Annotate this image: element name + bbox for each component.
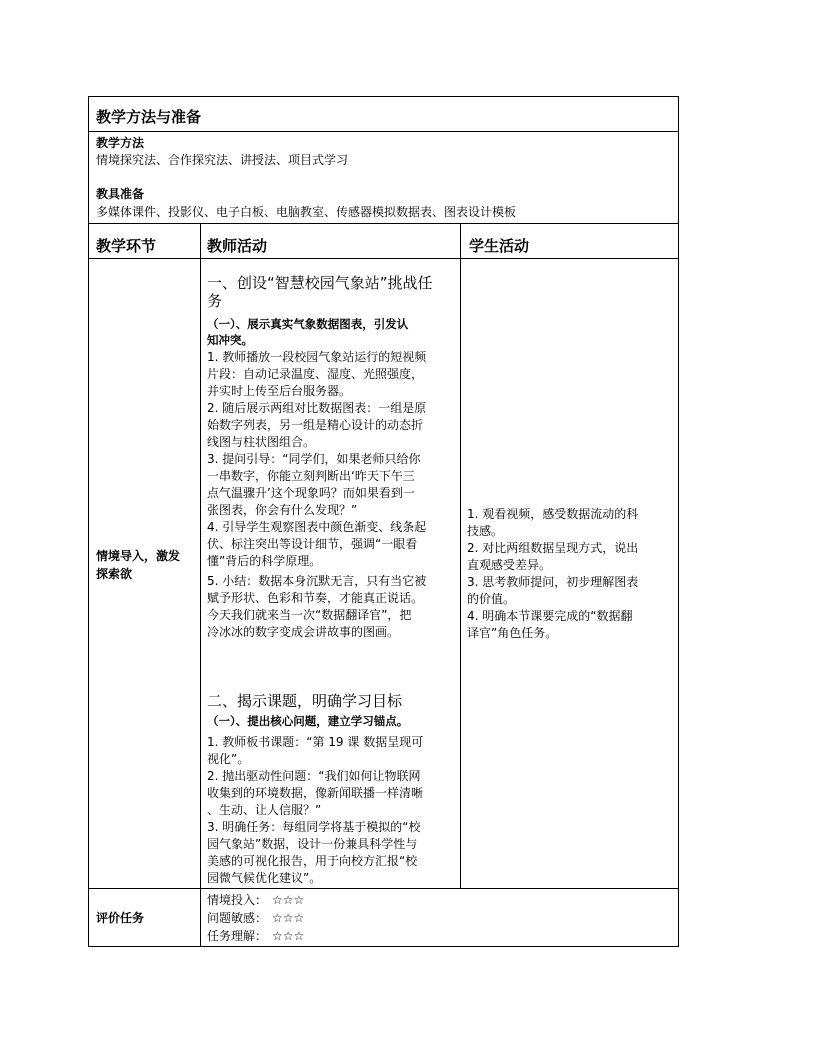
row-divider xyxy=(88,888,679,889)
part1-body-line: 4. 引导学生观察图表中颜色渐变、线条起 xyxy=(207,520,427,534)
student-activity-line: 3. 思考教师提问，初步理解图表 xyxy=(467,575,639,589)
methods-heading: 教学方法 xyxy=(96,136,145,150)
row-divider xyxy=(88,131,679,132)
tools-heading: 教具准备 xyxy=(96,187,145,201)
part2-body-line: 1. 教师板书课题：“第 19 课 数据呈现可 xyxy=(207,735,424,749)
header-teacher: 教师活动 xyxy=(207,237,268,255)
column-divider xyxy=(460,223,461,889)
part2-body-line: 园气象站”数据，设计一份兼具科学性与 xyxy=(207,837,418,851)
part1-body-line: 冷冰冰的数字变成会讲故事的图画。 xyxy=(207,625,400,639)
part2-body-line: 美感的可视化报告，用于向校方汇报“校 xyxy=(207,854,418,868)
tools-text: 多媒体课件、投影仪、电子白板、电脑教室、传感器模拟数据表、图表设计模板 xyxy=(96,205,517,219)
part1-subtitle-line: （一）、展示真实气象数据图表，引发认 xyxy=(207,317,409,331)
part1-body-line: 张图表，你会有什么发现？” xyxy=(207,503,358,517)
column-divider xyxy=(200,223,201,947)
header-stage: 教学环节 xyxy=(96,237,157,255)
evaluation-item-name: 任务理解： xyxy=(207,929,268,943)
part1-body-line: 线图与柱状图组合。 xyxy=(207,435,316,449)
part1-body-line: 始数字列表，另一组是精心设计的动态折 xyxy=(207,418,424,432)
part1-body-line: 懂”背后的科学原理。 xyxy=(207,554,322,568)
part2-body-line: 2. 抛出驱动性问题：“我们如何让物联网 xyxy=(207,769,421,783)
part1-body-line: 1. 教师播放一段校园气象站运行的短视频 xyxy=(207,350,427,364)
part2-body-line: 、生动、让人信服？” xyxy=(207,803,322,817)
part1-body-line: 赋予形状、色彩和节奏，才能真正说话。 xyxy=(207,591,424,605)
student-activity-line: 4. 明确本节课要完成的“数据翻 xyxy=(467,609,633,623)
evaluation-item-stars: ☆☆☆ xyxy=(272,929,305,943)
part1-title-line: 务 xyxy=(207,292,223,310)
part1-body-line: 今天我们就来当一次“数据翻译官”，把 xyxy=(207,608,412,622)
section-title: 教学方法与准备 xyxy=(96,108,202,126)
part1-body-line: 一串数字，你能立刻判断出‘昨天下午三 xyxy=(207,469,415,483)
evaluation-item-stars: ☆☆☆ xyxy=(272,911,305,925)
table-border-bottom xyxy=(88,946,679,947)
part1-body-line: 片段：自动记录温度、湿度、光照强度， xyxy=(207,367,424,381)
part2-title: 二、揭示课题，明确学习目标 xyxy=(207,692,403,710)
student-activity-line: 的价值。 xyxy=(467,592,516,606)
part1-body-line: 3. 提问引导：“同学们，如果老师只给你 xyxy=(207,452,421,466)
student-activity-line: 技感。 xyxy=(467,524,504,538)
student-activity-line: 2. 对比两组数据呈现方式，说出 xyxy=(467,541,639,555)
part1-subtitle-line: 知冲突。 xyxy=(207,333,253,347)
part1-body-line: 2. 随后展示两组对比数据图表：一组是原 xyxy=(207,401,427,415)
evaluation-item-stars: ☆☆☆ xyxy=(272,893,305,907)
part2-body-line: 3. 明确任务：每组同学将基于模拟的“校 xyxy=(207,820,421,834)
table-border-top xyxy=(88,96,679,97)
stage-label-line: 情境导入，激发 xyxy=(96,549,181,563)
evaluation-label: 评价任务 xyxy=(96,911,145,925)
part1-body-line: 5. 小结：数据本身沉默无言，只有当它被 xyxy=(207,574,427,588)
part2-body-line: 视化”。 xyxy=(207,752,250,766)
student-activity-line: 直观感受差异。 xyxy=(467,558,552,572)
part1-body-line: 点气温骤升’这个现象吗？而如果看到一 xyxy=(207,486,415,500)
part2-subtitle: （一）、提出核心问题，建立学习锚点。 xyxy=(207,714,409,728)
part2-body-line: 收集到的环境数据，像新闻联播一样清晰 xyxy=(207,786,424,800)
student-activity-line: 1. 观看视频，感受数据流动的科 xyxy=(467,507,639,521)
header-student: 学生活动 xyxy=(469,237,530,255)
stage-label-line: 探索欲 xyxy=(96,567,133,581)
student-activity-line: 译官”角色任务。 xyxy=(467,626,558,640)
evaluation-item-name: 问题敏感： xyxy=(207,911,268,925)
methods-text: 情境探究法、合作探究法、讲授法、项目式学习 xyxy=(96,153,349,167)
part1-body-line: 伏、标注突出等设计细节，强调“一眼看 xyxy=(207,537,418,551)
part1-body-line: 并实时上传至后台服务器。 xyxy=(207,384,352,398)
row-divider xyxy=(88,258,679,259)
part1-title-line: 一、创设“智慧校园气象站”挑战任 xyxy=(207,274,433,292)
evaluation-item-name: 情境投入： xyxy=(207,893,268,907)
row-divider xyxy=(88,223,679,224)
part2-body-line: 园微气候优化建议”。 xyxy=(207,871,322,885)
